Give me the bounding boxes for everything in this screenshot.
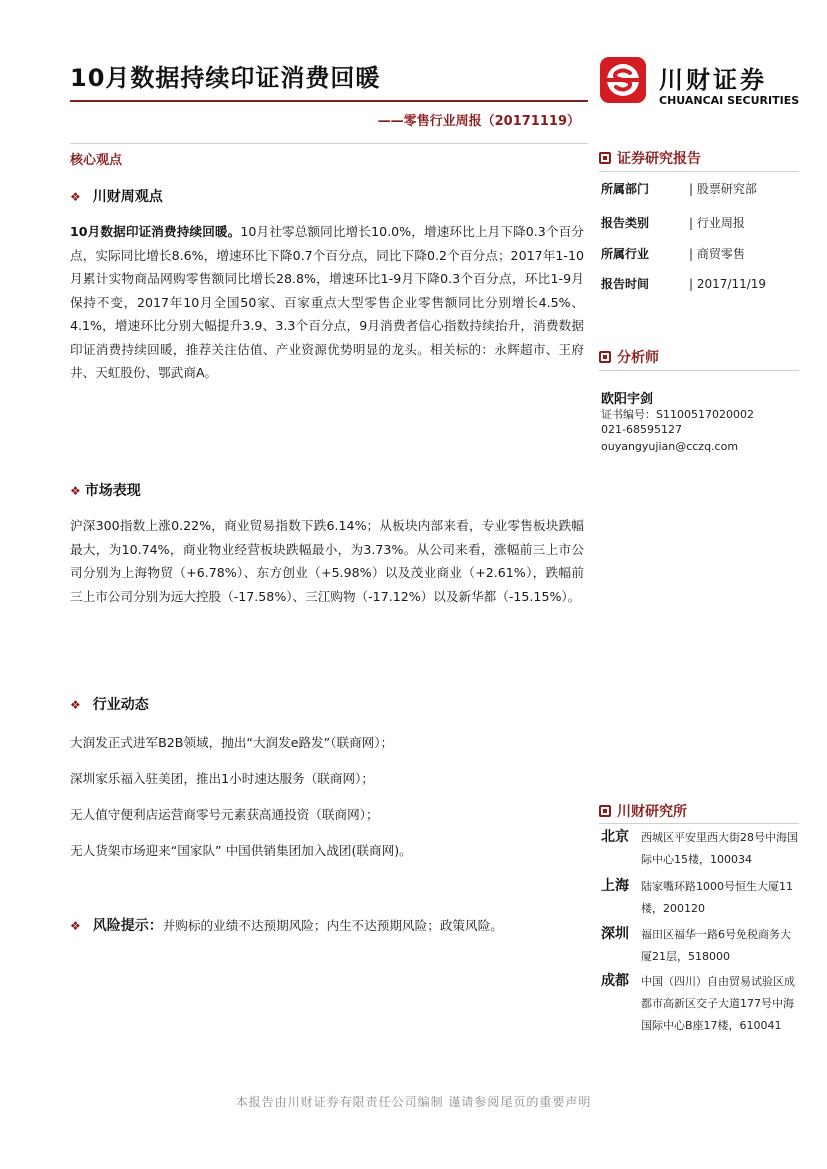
risk-warning: [70, 915, 503, 935]
logo-chinese-name: 川财证券: [659, 66, 767, 94]
info-row-department: 所属部门 | 股票研究部: [601, 182, 757, 196]
company-logo: [599, 54, 799, 114]
page-footer-disclaimer: 本报告由川财证券有限责任公司编制 谨请参阅尾页的重要声明: [235, 1095, 592, 1109]
analyst-name: 欧阳宇剑: [601, 392, 654, 407]
analyst-phone: 021-68595127: [601, 423, 682, 436]
office-city-shenzhen: 深圳: [601, 926, 629, 942]
office-city-shanghai: 上海: [601, 878, 629, 894]
weekly-lead: 10月数据印证消费持续回暖。: [70, 224, 241, 239]
office-address-beijing: 西城区平安里西大街28号中海国际中心15楼，100034: [641, 831, 798, 866]
office-city-chengdu: 成都: [601, 973, 629, 989]
sidebar-divider: [599, 370, 799, 371]
industry-news-item: 深圳家乐福入驻美团，推出1小时速达服务（联商网）；: [70, 771, 374, 786]
weekly-viewpoint-paragraph: [70, 220, 584, 385]
core-viewpoint-label: 核心观点: [70, 153, 123, 168]
sidebar-divider: [599, 823, 799, 824]
info-row-category: 报告类别 | 行业周报: [601, 216, 745, 230]
market-paragraph: 沪深300指数上涨0.22%，商业贸易指数下跌6.14%；从板块内部来看，专业零售板块跌幅最大，为10.74%，商业物业经营板块跌幅最小，为3.73%。从公司来看，涨幅前三上市公司分别为上海物贸（+6.78%）、东方创业（+5.98%）以及茂业商业（+2.61%），跌幅前三上市公司分别为远大控股（-17.58%）、三江购物（-17.12%）以及新华都（-15.15%）。: [70, 518, 584, 604]
industry-news-item: 无人货架市场迎来“国家队” 中国供销集团加入战团(联商网)。: [70, 843, 412, 858]
office-address-chengdu: 中国（四川）自由贸易试验区成都市高新区交子大道177号中海国际中心B座17楼，610041: [641, 975, 795, 1032]
weekly-body: 10月社零总额同比增长10.0%，增速环比上月下降0.3个百分点，实际同比增长8.6%，增速环比下降0.7个百分点，同比下降0.2个百分点；2017年1-10月累计实物商品网购零售额同比增长28.8%，增速环比1-9月下降0.3个百分点，环比1-9月保持不变，2017年10月全国50家、百家重点大型零售企业零售额同比分别增长4.5%、4.1%，增速环比分别大幅提升3.9、3.3个百分点，9月消费者信心指数持续抬升，消费数据印证消费持续回暖，推荐关注估值、产业资源优势明显的龙头。相关标的：永辉超市、王府井、天虹股份、鄂武商A。: [70, 224, 584, 380]
risk-text: 并购标的业绩不达预期风险；内生不达预期风险；政策风险。: [162, 918, 503, 933]
office-city-beijing: 北京: [601, 829, 629, 845]
title-divider: [70, 100, 588, 102]
section-square-icon: [599, 152, 611, 164]
analyst-email[interactable]: ouyangyujian@cczq.com: [601, 440, 739, 453]
section-heading-market: ❖ 市场表现: [70, 483, 141, 499]
diamond-bullet-icon: ❖: [70, 698, 81, 712]
info-row-industry: 所属行业 | 商贸零售: [601, 247, 745, 261]
sidebar-divider: [599, 171, 799, 172]
diamond-bullet-icon: ❖: [70, 919, 81, 933]
chuancai-logo-icon: [599, 56, 647, 104]
section-heading-weekly: ❖ 川财周观点: [70, 189, 163, 205]
office-address-shenzhen: 福田区福华一路6号免税商务大厦21层，518000: [641, 928, 791, 963]
diamond-bullet-icon: ❖: [70, 190, 81, 204]
section-heading-industry: ❖ 行业动态: [70, 697, 149, 713]
sidebar-heading-report: 证券研究报告: [599, 148, 701, 168]
sidebar-heading-analyst: 分析师: [599, 347, 659, 367]
report-subtitle: ——零售行业周报（20171119）: [377, 114, 580, 129]
sidebar-heading-institute: 川财研究所: [599, 801, 687, 821]
office-address-shanghai: 陆家嘴环路1000号恒生大厦11楼，200120: [641, 880, 793, 915]
logo-english-name: CHUANCAI SECURITIES: [659, 94, 800, 107]
industry-news-item: 无人值守便利店运营商零号元素获高通投资（联商网）；: [70, 807, 379, 822]
section-square-icon: [599, 351, 611, 363]
info-row-date: 报告时间 | 2017/11/19: [601, 277, 767, 291]
section-square-icon: [599, 805, 611, 817]
industry-news-item: 大润发正式进军B2B领域，抛出“大润发e路发”（联商网）；: [70, 735, 394, 750]
analyst-cert: 证书编号：S1100517020002: [601, 408, 754, 421]
diamond-bullet-icon: ❖: [70, 484, 81, 498]
risk-label: 风险提示：: [92, 918, 163, 934]
core-divider: [70, 143, 588, 144]
report-title: 10月数据持续印证消费回暖: [70, 64, 381, 92]
